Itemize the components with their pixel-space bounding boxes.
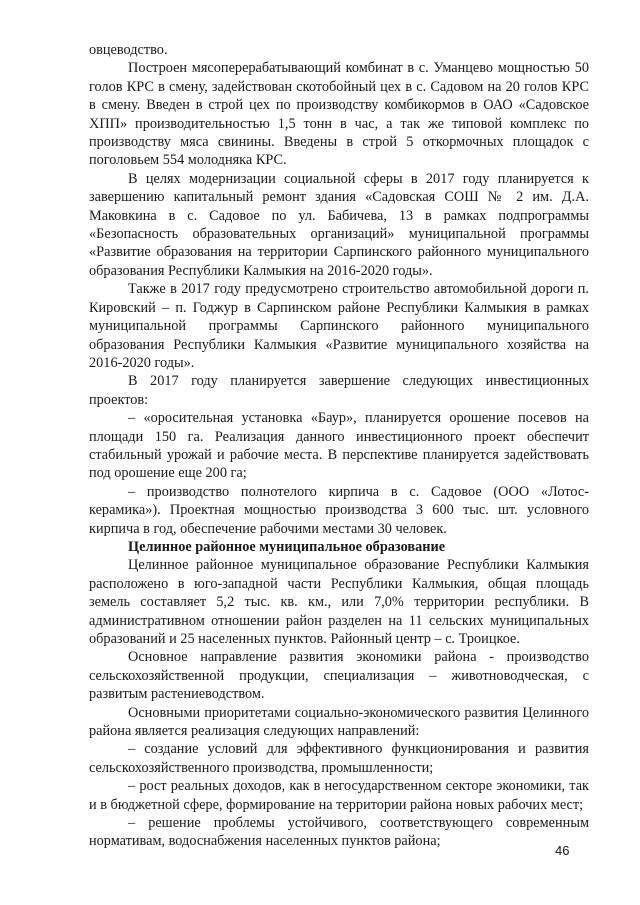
list-item: – создание условий для эффективного функционирования и развития сельскохозяйственного производства, промышленности; bbox=[89, 741, 589, 776]
paragraph: Основное направление развития экономики района - производство сельскохозяйственной продукции, специализация – животноводческая, с развитым растениеводством. bbox=[89, 649, 589, 703]
list-item: – решение проблемы устойчивого, соответствующего современным нормативам, водоснабжения населенных пунктов района; bbox=[89, 815, 589, 850]
paragraph: В 2017 году планируется завершение следующих инвестиционных проектов: bbox=[89, 373, 589, 408]
section-heading: Целинное районное муниципальное образование bbox=[128, 538, 446, 555]
body-text bbox=[89, 41, 589, 851]
page-number: 46 bbox=[555, 843, 570, 858]
paragraph: Также в 2017 году предусмотрено строительство автомобильной дороги п. Кировский – п. Годжур в Сарпинском районе Республики Калмыкия в рамках муниципальной программы Сарпинского районного муниципального образования Республики Калмыкия «Развитие муниципального хозяйства на 2016-2020 годы». bbox=[89, 281, 589, 371]
paragraph: В целях модернизации социальной сферы в 2017 году планируется к завершению капитальный ремонт здания «Садовская СОШ № 2 им. Д.А. Маковкина в с. Садовое по ул. Бабичева, 13 в рамках подпрограммы «Безопасность образовательных организаций» муниципальной программы «Развитие образования на территории Сарпинского районного муниципального образования Республики Калмыкия на 2016-2020 годы». bbox=[89, 170, 589, 279]
list-item: – производство полнотелого кирпича в с. Садовое (ООО «Лотос-керамика»). Проектная мощностью производства 3 600 тыс. шт. условного кирпича в год, обеспечение рабочими местами 30 человек. bbox=[89, 483, 589, 537]
paragraph: Основными приоритетами социально-экономического развития Целинного района является реализация следующих направлений: bbox=[89, 704, 589, 740]
list-item: – «оросительная установка «Баур», планируется орошение посевов на площади 150 га. Реализация данного инвестиционного проект обеспечит стабильный урожай и рабочие места. В перспективе планируется задействовать под орошение еще 200 га; bbox=[89, 410, 589, 482]
list-item: – рост реальных доходов, как в негосударственном секторе экономики, так и в бюджетной сфере, формирование на территории района новых рабочих мест; bbox=[89, 778, 589, 813]
paragraph: овцеводство. bbox=[89, 42, 168, 58]
paragraph: Целинное районное муниципальное образование Республики Калмыкия расположено в юго-западной части Республики Калмыкия, общая площадь земель составляет 5,2 тыс. кв. км., или 7,0% территории республики. В административном отношении район разделен на 11 сельских муниципальных образований и 25 населенных пунктов. Районный центр – с. Троицкое. bbox=[89, 557, 589, 647]
paragraph: Построен мясоперерабатывающий комбинат в с. Уманцево мощностью 50 голов КРС в смену, задействован скотобойный цех в с. Садовом на 20 голов КРС в смену. Введен в строй цех по производству комбикормов в ОАО «Садовское ХПП» производительностью 1,5 тонн в час, а так же типовой комплекс по производству мяса свинины. Введены в строй 5 откормочных площадок с поголовьем 554 молодняка КРС. bbox=[89, 60, 589, 169]
